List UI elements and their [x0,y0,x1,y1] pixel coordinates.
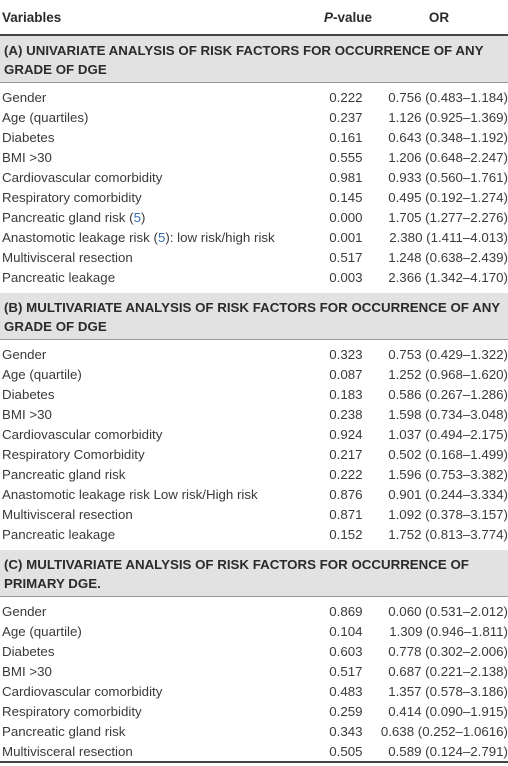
variable-label: Age (quartiles) [2,109,89,125]
p-value: 0.145 [329,189,363,205]
table-row [0,147,508,167]
variable-label: Gender [2,603,47,619]
odds-ratio: 0.901 (0.244–3.334) [388,486,508,502]
variable-label: Cardiovascular comorbidity [2,426,163,442]
variable-label: BMI >30 [2,149,52,165]
table-row [0,601,508,621]
odds-ratio: 1.092 (0.378–3.157) [388,506,508,522]
odds-ratio: 0.638 (0.252–1.0616) [380,723,508,739]
table-row [0,741,508,763]
odds-ratio: 1.126 (0.925–1.369) [388,109,508,125]
table-row [0,364,508,384]
odds-ratio: 0.756 (0.483–1.184) [388,89,508,105]
p-value: 0.087 [329,366,363,382]
odds-ratio: 1.248 (0.638–2.439) [388,249,508,265]
p-value: 0.603 [329,643,363,659]
odds-ratio: 0.060 (0.531–2.012) [388,603,508,619]
p-value: 0.238 [329,406,363,422]
odds-ratio: 1.705 (1.277–2.276) [388,209,508,225]
table-header-row [0,0,508,36]
variable-label: Multivisceral resection [2,506,133,522]
p-value: 0.483 [329,683,363,699]
variable-label: Pancreatic gland risk [2,466,126,482]
odds-ratio: 1.037 (0.494–2.175) [388,426,508,442]
table-row [0,167,508,187]
odds-ratio: 0.414 (0.090–1.915) [388,703,508,719]
table-row [0,344,508,364]
table-row [0,681,508,701]
variable-label: Respiratory comorbidity [2,189,142,205]
table-row [0,464,508,484]
p-value: 0.343 [329,723,363,739]
p-value: 0.161 [329,129,363,145]
table-row [0,107,508,127]
p-value: 0.222 [329,466,363,482]
table-row [0,721,508,741]
variable-label: Pancreatic leakage [2,269,116,285]
reference-link[interactable]: 5 [133,209,141,225]
variable-label: Pancreatic gland risk (5) [2,209,146,225]
p-value: 0.876 [329,486,363,502]
p-value: 0.505 [329,743,363,759]
section-title: (B) MULTIVARIATE ANALYSIS OF RISK FACTORS FOR OCCURRENCE OF ANY GRADE OF DGE [0,293,508,340]
table-row [0,641,508,661]
odds-ratio: 1.357 (0.578–3.186) [388,683,508,699]
variable-label: Cardiovascular comorbidity [2,169,163,185]
odds-ratio: 0.933 (0.560–1.761) [388,169,508,185]
odds-ratio: 1.596 (0.753–3.382) [388,466,508,482]
variable-label: Gender [2,89,47,105]
variable-label: Pancreatic leakage [2,526,116,542]
odds-ratio: 0.778 (0.302–2.006) [388,643,508,659]
p-value: 0.517 [329,663,363,679]
variable-label: Respiratory comorbidity [2,703,142,719]
table-row [0,247,508,267]
odds-ratio: 0.643 (0.348–1.192) [388,129,508,145]
variable-label: Anastomotic leakage risk Low risk/High risk [2,486,258,502]
p-value: 0.003 [329,269,363,285]
odds-ratio: 0.687 (0.221–2.138) [388,663,508,679]
p-value: 0.924 [329,426,363,442]
odds-ratio: 1.252 (0.968–1.620) [388,366,508,382]
variable-label: Multivisceral resection [2,249,133,265]
table-row [0,404,508,424]
p-value: 0.183 [329,386,363,402]
section-title: (A) UNIVARIATE ANALYSIS OF RISK FACTORS FOR OCCURRENCE OF ANY GRADE OF DGE [0,36,508,83]
section-title: (C) MULTIVARIATE ANALYSIS OF RISK FACTORS FOR OCCURRENCE OF PRIMARY DGE. [0,550,508,597]
table-row [0,267,508,287]
odds-ratio: 0.753 (0.429–1.322) [388,346,508,362]
header-variables: Variables [2,9,62,25]
p-value: 0.104 [329,623,363,639]
odds-ratio: 0.589 (0.124–2.791) [388,743,508,759]
variable-label: Respiratory Comorbidity [2,446,145,462]
variable-label: Multivisceral resection [2,743,133,759]
p-value: 0.222 [329,89,363,105]
table-row [0,87,508,107]
variable-label: Anastomotic leakage risk (5): low risk/high risk [2,229,275,245]
p-value: 0.237 [329,109,363,125]
table-row [0,661,508,681]
variable-label: Diabetes [2,643,55,659]
odds-ratio: 0.586 (0.267–1.286) [388,386,508,402]
p-value: 0.869 [329,603,363,619]
table-row [0,621,508,641]
p-value: 0.555 [329,149,363,165]
odds-ratio: 1.598 (0.734–3.048) [388,406,508,422]
table-row [0,207,508,227]
odds-ratio: 1.752 (0.813–3.774) [388,526,508,542]
variable-label: BMI >30 [2,406,52,422]
p-value: 0.323 [329,346,363,362]
header-pvalue: P-value [323,9,372,25]
variable-label: Pancreatic gland risk [2,723,126,739]
header-or: OR [428,9,450,25]
p-value: 0.981 [329,169,363,185]
variable-label: Diabetes [2,129,55,145]
odds-ratio: 2.380 (1.411–4.013) [389,229,508,245]
table-row [0,127,508,147]
table-row [0,384,508,404]
odds-ratio: 0.495 (0.192–1.274) [388,189,508,205]
p-value: 0.217 [329,446,363,462]
table-row [0,227,508,247]
reference-link[interactable]: 5 [157,229,166,245]
odds-ratio: 0.502 (0.168–1.499) [388,446,508,462]
odds-ratio: 1.309 (0.946–1.811) [389,623,508,639]
odds-ratio: 2.366 (1.342–4.170) [388,269,508,285]
p-value: 0.517 [329,249,363,265]
variable-label: Diabetes [2,386,55,402]
table-row [0,484,508,504]
table-row [0,504,508,524]
variable-label: BMI >30 [2,663,52,679]
table-row [0,524,508,544]
p-value: 0.871 [329,506,363,522]
table-row [0,444,508,464]
variable-label: Cardiovascular comorbidity [2,683,163,699]
variable-label: Age (quartile) [2,366,82,382]
variable-label: Gender [2,346,47,362]
table-row [0,187,508,207]
table-row [0,424,508,444]
variable-label: Age (quartile) [2,623,82,639]
p-value: 0.152 [329,526,363,542]
odds-ratio: 1.206 (0.648–2.247) [388,149,508,165]
p-value: 0.001 [329,229,363,245]
table-row [0,701,508,721]
p-value: 0.000 [329,209,363,225]
p-value: 0.259 [329,703,363,719]
